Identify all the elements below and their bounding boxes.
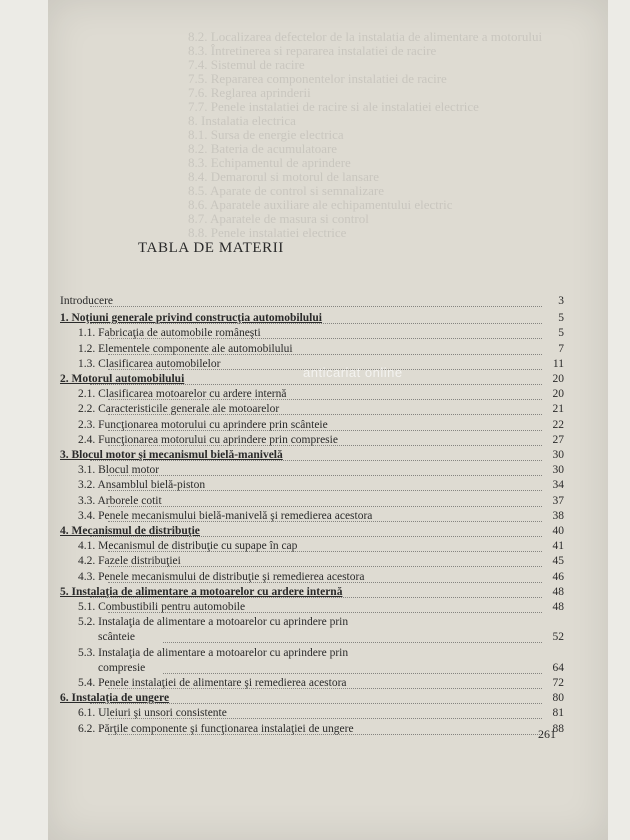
toc-page-number: 37	[552, 494, 564, 507]
toc-leader-dots	[108, 718, 542, 719]
toc-entry-text: 4. Mecanismul de distribuţie	[60, 525, 200, 537]
toc-page-number: 30	[552, 449, 564, 461]
toc-chapter[interactable]	[48, 312, 608, 327]
toc-subsection[interactable]	[48, 479, 608, 494]
toc-page-number: 38	[552, 509, 564, 522]
toc-entry-text: 6.1. Uleiuri şi unsori consistente	[78, 707, 227, 720]
toc-page-number: 5	[558, 327, 564, 340]
toc-page-number: 48	[552, 585, 564, 598]
toc-leader-dots	[108, 582, 542, 583]
ghost-line: 7.7. Penele instalatiei de racire si ale instalatiei electrice	[188, 99, 479, 114]
toc-leader-dots	[108, 551, 542, 552]
ghost-line: 8.7. Aparatele de masura si control	[188, 211, 369, 226]
watermark-text: anticariat online	[303, 365, 403, 380]
toc-page-number: 27	[552, 433, 564, 446]
toc-entry-text: 2.3. Funcţionarea motorului cu aprindere prin scânteie	[78, 418, 328, 431]
toc-leader-dots	[108, 338, 542, 339]
toc-leader-dots	[108, 612, 542, 613]
toc-entry-text: 2.2. Caracteristicile generale ale motoarelor	[78, 403, 280, 416]
toc-page-number: 20	[552, 373, 564, 385]
toc-entry-text: 1.3. Clasificarea automobilelor	[78, 357, 221, 370]
toc-leader-dots	[108, 399, 542, 400]
toc-subsection[interactable]	[48, 723, 608, 738]
toc-page-number: 41	[552, 540, 564, 553]
toc-entry-text: 6. Instalaţia de ungere	[60, 692, 170, 705]
ghost-line: 8.4. Demarorul si motorul de lansare	[188, 169, 379, 184]
toc-entry-text: 3.2. Ansamblul bielă-piston	[78, 479, 206, 492]
toc-subsection[interactable]	[48, 601, 608, 616]
toc-subsection[interactable]	[48, 647, 608, 677]
toc-entry-text: 2. Motorul automobilului	[60, 373, 185, 385]
toc-leader-dots	[163, 673, 542, 674]
toc-leader-dots	[90, 703, 542, 704]
toc-subsection[interactable]	[48, 388, 608, 403]
toc-entry-text: 3. Blocul motor şi mecanismul bielă-manivelă	[60, 449, 283, 461]
toc-page-number: 7	[558, 342, 564, 355]
toc-chapter[interactable]	[48, 525, 608, 540]
ghost-line: 7.5. Repararea componentelor instalatiei de racire	[188, 71, 447, 86]
toc-page-number: 46	[552, 570, 564, 583]
toc-leader-dots	[108, 688, 542, 689]
toc-subsection[interactable]	[48, 495, 608, 510]
toc-subsection[interactable]	[48, 464, 608, 479]
toc-leader-dots	[108, 354, 542, 355]
toc-leader-dots	[108, 521, 542, 522]
ghost-line: 8.5. Aparate de control si semnalizare	[188, 183, 385, 198]
toc-leader-dots	[108, 445, 542, 446]
toc-leader-dots	[108, 430, 542, 431]
toc-entry-text: 3.4. Penele mecanismului bielă-manivelă şi remedierea acestora	[78, 509, 373, 522]
toc-page-number: 20	[552, 388, 564, 401]
toc-page-number: 11	[552, 357, 564, 370]
toc-page-number: 81	[552, 707, 564, 720]
toc-entry-text: 1. Noţiuni generale privind construcţia automobilului	[60, 312, 322, 325]
toc-subsection[interactable]	[48, 707, 608, 722]
toc-entry-text: 4.3. Penele mecanismului de distribuţie şi remedierea acestora	[78, 570, 365, 583]
toc-entry-text: 5.4. Penele instalaţiei de alimentare şi remedierea acestora	[78, 677, 347, 689]
toc-page-number: 48	[552, 601, 564, 613]
toc-page-number: 5	[558, 312, 564, 325]
toc-subsection[interactable]	[48, 616, 608, 646]
toc-intro[interactable]	[48, 295, 608, 310]
toc-subsection[interactable]	[48, 540, 608, 555]
toc-subsection[interactable]	[48, 434, 608, 449]
ghost-line: 7.4. Sistemul de racire	[188, 57, 305, 72]
toc-entry-text: 2.4. Funcţionarea motorului cu aprindere prin compresie	[78, 433, 338, 446]
toc-entry-text: 4.2. Fazele distribuţiei	[78, 555, 181, 568]
toc-subsection[interactable]	[48, 555, 608, 570]
toc-leader-dots	[163, 642, 542, 643]
toc-page-number: 80	[552, 692, 564, 705]
toc-entry-text-continuation: scânteie	[98, 631, 136, 644]
toc-subsection[interactable]	[48, 419, 608, 434]
toc-subsection[interactable]	[48, 343, 608, 358]
toc-leader-dots	[108, 490, 542, 491]
toc-subsection[interactable]	[48, 327, 608, 342]
toc-leader-dots	[108, 475, 542, 476]
toc-chapter[interactable]	[48, 449, 608, 464]
toc-entry-text-continuation: compresie	[98, 661, 146, 674]
table-of-contents	[48, 0, 608, 840]
book-page	[48, 0, 608, 840]
toc-entry-text: 5.2. Instalaţia de alimentare a motoarelor cu aprindere prin	[78, 616, 349, 629]
ghost-line: 8.2. Bateria de acumulatoare	[188, 141, 338, 156]
toc-chapter[interactable]	[48, 692, 608, 707]
ghost-line: 7.6. Reglarea aprinderii	[188, 85, 311, 100]
toc-leader-dots	[90, 384, 542, 385]
toc-entry-text: 4.1. Mecanismul de distribuţie cu supape în cap	[78, 540, 298, 553]
ghost-line: 8.8. Penele instalatiei electrice	[188, 225, 347, 240]
toc-page-number: 30	[552, 464, 564, 477]
toc-entry-text: 3.1. Blocul motor	[78, 464, 160, 477]
toc-entry-text: 5.3. Instalaţia de alimentare a motoarelor cu aprindere prin	[78, 646, 349, 659]
toc-entry-text: 5. Instalaţia de alimentare a motoarelor cu ardere internă	[60, 585, 343, 598]
page-number: 261	[538, 727, 556, 741]
toc-entry-text: 1.2. Elementele componente ale automobilului	[78, 342, 293, 355]
toc-leader-dots	[90, 323, 542, 324]
toc-page-number: 3	[558, 295, 564, 307]
toc-entry-text: 1.1. Fabricaţia de automobile româneşti	[78, 327, 261, 340]
toc-page-number: 88	[552, 722, 564, 735]
toc-subsection[interactable]	[48, 571, 608, 586]
toc-entry-text: 6.2. Părţile componente şi funcţionarea instalaţiei de ungere	[78, 722, 354, 735]
toc-page-number: 40	[552, 525, 564, 537]
ghost-line: 8. Instalatia electrica	[188, 113, 296, 128]
toc-subsection[interactable]	[48, 510, 608, 525]
toc-leader-dots	[108, 506, 542, 507]
toc-entry-text: 2.1. Clasificarea motoarelor cu ardere internă	[78, 388, 287, 401]
toc-leader-dots	[90, 536, 542, 537]
page-title: TABLA DE MATERII	[138, 240, 284, 256]
toc-leader-dots	[108, 566, 542, 567]
ghost-line: 8.6. Aparatele auxiliare ale echipamentului electric	[188, 197, 453, 212]
toc-chapter[interactable]	[48, 586, 608, 601]
toc-leader-dots	[108, 414, 542, 415]
ghost-line: 8.3. Întretinerea si repararea instalatiei de racire	[188, 43, 437, 58]
toc-leader-dots	[90, 460, 542, 461]
ghost-line: 8.2. Localizarea defectelor de la instalatia de alimentare a motorului	[188, 29, 543, 44]
toc-leader-dots	[90, 306, 542, 307]
toc-subsection[interactable]	[48, 403, 608, 418]
toc-page-number: 34	[552, 479, 564, 492]
toc-subsection[interactable]	[48, 677, 608, 692]
toc-page-number: 52	[552, 631, 564, 644]
toc-page-number: 22	[552, 418, 564, 431]
toc-page-number: 45	[552, 555, 564, 568]
ghost-line: 8.1. Sursa de energie electrica	[188, 127, 344, 142]
toc-page-number: 21	[552, 403, 564, 416]
toc-page-number: 72	[552, 677, 564, 689]
toc-entry-text: 3.3. Arborele cotit	[78, 494, 162, 507]
toc-leader-dots	[90, 597, 542, 598]
toc-leader-dots	[108, 734, 542, 735]
toc-entry-text: Introducere	[60, 295, 113, 307]
toc-entry-text: 5.1. Combustibili pentru automobile	[78, 601, 246, 613]
toc-page-number: 64	[552, 661, 564, 674]
ghost-line: 8.3. Echipamentul de aprindere	[188, 155, 351, 170]
